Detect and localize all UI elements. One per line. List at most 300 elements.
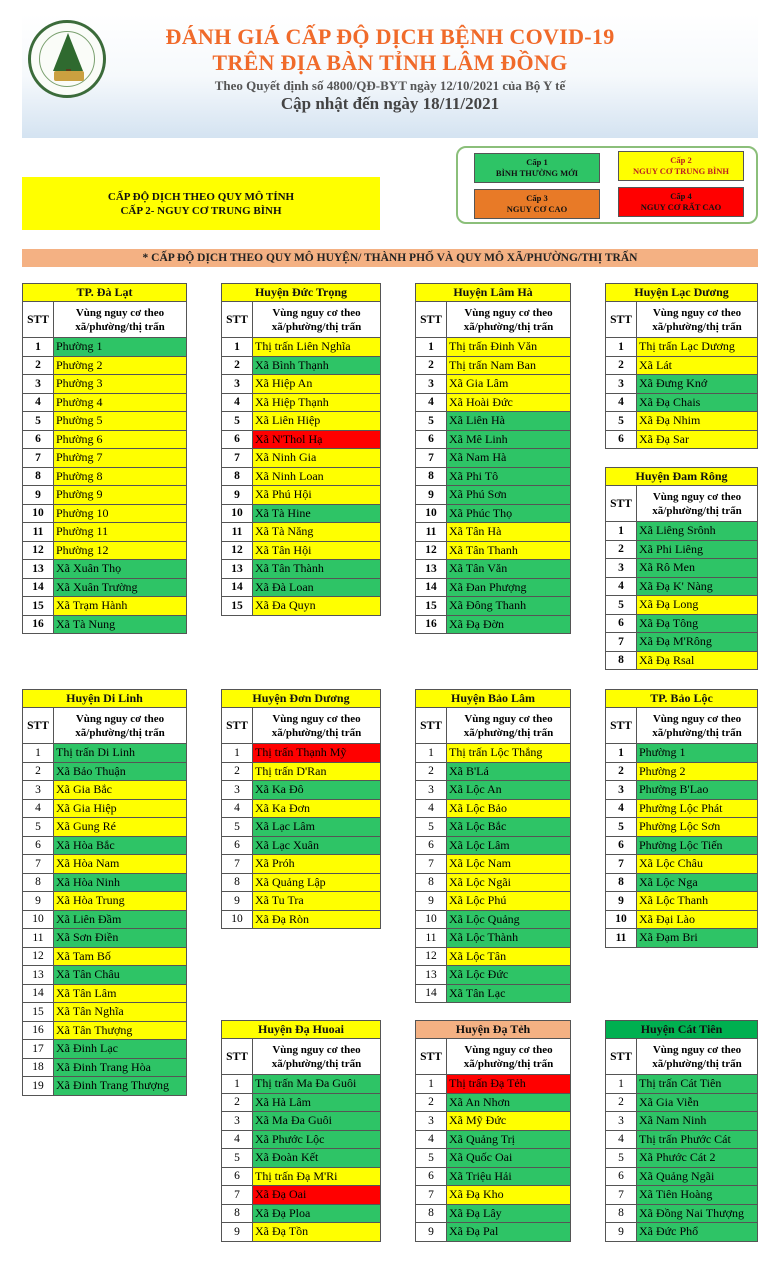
- commune-name: Xã Đức Phổ: [637, 1223, 758, 1242]
- commune-name: Phường 12: [54, 541, 187, 560]
- row-number: 4: [606, 799, 637, 818]
- row-number: 3: [416, 375, 447, 394]
- commune-name: Xã Phi Liêng: [637, 540, 758, 559]
- row-number: 12: [416, 947, 447, 966]
- row-number: 11: [222, 523, 253, 542]
- row-number: 7: [416, 449, 447, 468]
- row-number: 6: [23, 836, 54, 855]
- commune-name: Xã Lộc Ngãi: [447, 873, 571, 892]
- commune-name: Xã Hoài Đức: [447, 393, 571, 412]
- row-number: 6: [416, 1167, 447, 1186]
- table-row: [416, 375, 571, 394]
- column-header-stt: STT: [606, 1039, 637, 1075]
- commune-name: Xã Próh: [253, 855, 381, 874]
- row-number: 6: [222, 430, 253, 449]
- table-row: [606, 910, 758, 929]
- commune-name: Xã Tân Thượng: [54, 1021, 187, 1040]
- commune-name: Xã Phước Cát 2: [637, 1149, 758, 1168]
- table-row: [416, 356, 571, 375]
- commune-name: Phường 1: [54, 338, 187, 357]
- row-number: 2: [222, 1093, 253, 1112]
- district-name: Huyện Cát Tiên: [606, 1021, 758, 1039]
- row-number: 5: [23, 412, 54, 431]
- row-number: 1: [606, 1075, 637, 1094]
- row-number: 16: [416, 615, 447, 634]
- table-row: [416, 966, 571, 985]
- row-number: 9: [606, 892, 637, 911]
- row-number: 4: [23, 393, 54, 412]
- table-row: [416, 984, 571, 1003]
- commune-name: Xã Tân Nghĩa: [54, 1003, 187, 1022]
- table-row: [606, 836, 758, 855]
- row-number: 6: [606, 614, 637, 633]
- row-number: 6: [606, 430, 637, 449]
- commune-name: Xã Liên Hà: [447, 412, 571, 431]
- table-row: [416, 1075, 571, 1094]
- table-row: [222, 892, 381, 911]
- commune-name: Xã Quảng Ngãi: [637, 1167, 758, 1186]
- table-row: [23, 1077, 187, 1096]
- commune-name: Xã Tân Văn: [447, 560, 571, 579]
- commune-name: Xã Đồng Nai Thượng: [637, 1204, 758, 1223]
- table-row: [416, 744, 571, 763]
- legend-level-3: Cấp 3 NGUY CƠ CAO: [474, 189, 600, 219]
- table-row: [606, 799, 758, 818]
- row-number: 1: [222, 744, 253, 763]
- commune-name: Xã Xuân Trường: [54, 578, 187, 597]
- commune-name: Phường Lộc Phát: [637, 799, 758, 818]
- table-row: [606, 855, 758, 874]
- table-row: [23, 338, 187, 357]
- row-number: 11: [606, 929, 637, 948]
- table-row: [23, 615, 187, 634]
- commune-name: Phường 8: [54, 467, 187, 486]
- row-number: 8: [23, 467, 54, 486]
- row-number: 4: [416, 393, 447, 412]
- commune-name: Phường 9: [54, 486, 187, 505]
- commune-name: Xã Phúc Thọ: [447, 504, 571, 523]
- row-number: 9: [222, 486, 253, 505]
- commune-name: Xã Đoàn Kết: [253, 1149, 381, 1168]
- district-name: Huyện Đạ Tẻh: [416, 1021, 571, 1039]
- commune-name: Thị trấn Đinh Văn: [447, 338, 571, 357]
- commune-name: Xã Gung Ré: [54, 818, 187, 837]
- commune-name: Xã Hòa Nam: [54, 855, 187, 874]
- table-row: [606, 633, 758, 652]
- commune-name: Xã Đạ Rsal: [637, 651, 758, 670]
- table-row: [416, 1093, 571, 1112]
- table-row: [23, 375, 187, 394]
- table-row: [416, 615, 571, 634]
- row-number: 5: [606, 412, 637, 431]
- table-row: [222, 1186, 381, 1205]
- column-header-area: Vùng nguy cơ theo xã/phường/thị trấn: [637, 1039, 758, 1075]
- table-row: [416, 1186, 571, 1205]
- row-number: 1: [606, 744, 637, 763]
- row-number: 5: [606, 596, 637, 615]
- row-number: 3: [606, 781, 637, 800]
- commune-name: Xã Tân Hội: [253, 541, 381, 560]
- table-row: [606, 1130, 758, 1149]
- column-header-area: Vùng nguy cơ theo xã/phường/thị trấn: [637, 708, 758, 744]
- row-number: 1: [606, 338, 637, 357]
- table-row: [416, 799, 571, 818]
- table-row: [606, 522, 758, 541]
- commune-name: Xã Lộc Nam: [447, 855, 571, 874]
- table-row: [606, 1149, 758, 1168]
- table-row: [416, 1112, 571, 1131]
- table-row: [222, 799, 381, 818]
- row-number: 10: [416, 910, 447, 929]
- table-row: [23, 799, 187, 818]
- row-number: 5: [222, 1149, 253, 1168]
- table-row: [222, 560, 381, 579]
- district-table: [415, 689, 571, 1003]
- row-number: 4: [416, 1130, 447, 1149]
- table-row: [606, 430, 758, 449]
- row-number: 5: [222, 412, 253, 431]
- table-row: [23, 523, 187, 542]
- table-row: [23, 762, 187, 781]
- commune-name: Xã Ninh Gia: [253, 449, 381, 468]
- row-number: 5: [222, 818, 253, 837]
- row-number: 12: [222, 541, 253, 560]
- row-number: 8: [606, 873, 637, 892]
- table-row: [416, 1149, 571, 1168]
- row-number: 7: [222, 449, 253, 468]
- commune-name: Xã Hiệp Thạnh: [253, 393, 381, 412]
- row-number: 4: [222, 1130, 253, 1149]
- column-header-area: Vùng nguy cơ theo xã/phường/thị trấn: [637, 486, 758, 522]
- commune-name: Phường B'Lao: [637, 781, 758, 800]
- commune-name: Xã Gia Lâm: [447, 375, 571, 394]
- row-number: 7: [222, 1186, 253, 1205]
- row-number: 3: [416, 1112, 447, 1131]
- commune-name: Xã Đạ Tông: [637, 614, 758, 633]
- table-row: [416, 1223, 571, 1242]
- commune-name: Xã Lộc Phú: [447, 892, 571, 911]
- row-number: 15: [23, 1003, 54, 1022]
- table-row: [416, 1204, 571, 1223]
- row-number: 8: [606, 1204, 637, 1223]
- table-row: [606, 393, 758, 412]
- row-number: 7: [416, 1186, 447, 1205]
- row-number: 13: [23, 560, 54, 579]
- table-row: [222, 1204, 381, 1223]
- table-row: [23, 1021, 187, 1040]
- table-row: [23, 560, 187, 579]
- table-row: [23, 836, 187, 855]
- row-number: 12: [416, 541, 447, 560]
- row-number: 2: [606, 540, 637, 559]
- table-row: [23, 578, 187, 597]
- commune-name: Xã Nam Hà: [447, 449, 571, 468]
- district-name: Huyện Lạc Dương: [606, 284, 758, 302]
- row-number: 8: [606, 651, 637, 670]
- row-number: 4: [606, 577, 637, 596]
- column-header-area: Vùng nguy cơ theo xã/phường/thị trấn: [447, 1039, 571, 1075]
- row-number: 5: [606, 1149, 637, 1168]
- table-row: [222, 781, 381, 800]
- row-number: 11: [23, 929, 54, 948]
- table-row: [416, 597, 571, 616]
- table-row: [606, 338, 758, 357]
- table-row: [23, 504, 187, 523]
- row-number: 3: [23, 375, 54, 394]
- row-number: 2: [416, 762, 447, 781]
- commune-name: Xã An Nhơn: [447, 1093, 571, 1112]
- commune-name: Xã Đà Loan: [253, 578, 381, 597]
- table-row: [416, 818, 571, 837]
- table-row: [606, 762, 758, 781]
- commune-name: Xã Đạ Ròn: [253, 910, 381, 929]
- decision-subtitle: Theo Quyết định số 4800/QĐ-BYT ngày 12/10/2021 của Bộ Y tế: [214, 78, 566, 93]
- row-number: 2: [23, 762, 54, 781]
- commune-name: Xã N'Thol Hạ: [253, 430, 381, 449]
- column-header-stt: STT: [606, 302, 637, 338]
- table-row: [222, 1112, 381, 1131]
- commune-name: Xã Gia Hiệp: [54, 799, 187, 818]
- commune-name: Thị trấn Thạnh Mỹ: [253, 744, 381, 763]
- commune-name: Thị trấn Đạ M'Ri: [253, 1167, 381, 1186]
- commune-name: Xã Đạ Sar: [637, 430, 758, 449]
- column-header-area: Vùng nguy cơ theo xã/phường/thị trấn: [253, 708, 381, 744]
- district-name: TP. Bảo Lộc: [606, 690, 758, 708]
- table-row: [222, 873, 381, 892]
- table-row: [222, 836, 381, 855]
- commune-name: Xã Tà Năng: [253, 523, 381, 542]
- table-row: [416, 430, 571, 449]
- commune-name: Xã Lát: [637, 356, 758, 375]
- commune-name: Xã Đạ Chais: [637, 393, 758, 412]
- district-name: Huyện Đạ Huoai: [222, 1021, 381, 1039]
- commune-name: Xã Tu Tra: [253, 892, 381, 911]
- table-row: [23, 892, 187, 911]
- table-row: [222, 338, 381, 357]
- commune-name: Xã Nam Ninh: [637, 1112, 758, 1131]
- row-number: 1: [416, 744, 447, 763]
- commune-name: Thị trấn Đạ Tẻh: [447, 1075, 571, 1094]
- commune-name: Xã Đưng Knớ: [637, 375, 758, 394]
- row-number: 3: [606, 375, 637, 394]
- commune-name: Xã Lộc Thanh: [637, 892, 758, 911]
- table-row: [222, 430, 381, 449]
- table-row: [606, 356, 758, 375]
- row-number: 12: [23, 541, 54, 560]
- table-row: [222, 523, 381, 542]
- column-header-stt: STT: [222, 1039, 253, 1075]
- row-number: 6: [416, 836, 447, 855]
- row-number: 10: [416, 504, 447, 523]
- row-number: 19: [23, 1077, 54, 1096]
- table-row: [23, 781, 187, 800]
- table-row: [222, 449, 381, 468]
- row-number: 7: [23, 855, 54, 874]
- table-row: [606, 744, 758, 763]
- table-row: [416, 929, 571, 948]
- commune-name: Thị trấn Phước Cát: [637, 1130, 758, 1149]
- commune-name: Xã Hà Lâm: [253, 1093, 381, 1112]
- commune-name: Xã Đạm Bri: [637, 929, 758, 948]
- commune-name: Thị trấn Lộc Thắng: [447, 744, 571, 763]
- table-row: [416, 523, 571, 542]
- commune-name: Phường 3: [54, 375, 187, 394]
- commune-name: Xã Tân Lạc: [447, 984, 571, 1003]
- table-row: [416, 338, 571, 357]
- table-row: [23, 910, 187, 929]
- table-row: [23, 744, 187, 763]
- district-table: [22, 283, 187, 634]
- district-table: [415, 1020, 571, 1242]
- page-title-line1: ĐÁNH GIÁ CẤP ĐỘ DỊCH BỆNH COVID-19: [165, 24, 615, 49]
- table-row: [23, 467, 187, 486]
- table-row: [416, 393, 571, 412]
- district-name: TP. Đà Lạt: [23, 284, 187, 302]
- row-number: 5: [416, 818, 447, 837]
- table-row: [222, 1130, 381, 1149]
- commune-name: Xã Đạ Nhim: [637, 412, 758, 431]
- table-row: [222, 486, 381, 505]
- row-number: 3: [222, 1112, 253, 1131]
- commune-name: Xã Đạ Oai: [253, 1186, 381, 1205]
- commune-name: Xã Lạc Xuân: [253, 836, 381, 855]
- table-row: [23, 449, 187, 468]
- commune-name: Xã Trạm Hành: [54, 597, 187, 616]
- commune-name: Thị trấn Cát Tiên: [637, 1075, 758, 1094]
- commune-name: Xã Đạ Pal: [447, 1223, 571, 1242]
- row-number: 2: [606, 1093, 637, 1112]
- commune-name: Xã Tân Lâm: [54, 984, 187, 1003]
- district-table: [605, 1020, 758, 1242]
- row-number: 6: [222, 1167, 253, 1186]
- table-row: [606, 596, 758, 615]
- table-row: [23, 929, 187, 948]
- table-row: [222, 504, 381, 523]
- row-number: 10: [222, 504, 253, 523]
- legend-level-2: Cấp 2 NGUY CƠ TRUNG BÌNH: [618, 151, 744, 181]
- commune-name: Xã Quảng Lập: [253, 873, 381, 892]
- commune-name: Xã Phước Lộc: [253, 1130, 381, 1149]
- district-name: Huyện Di Linh: [23, 690, 187, 708]
- commune-name: Xã Tân Châu: [54, 966, 187, 985]
- table-row: [222, 910, 381, 929]
- column-header-area: Vùng nguy cơ theo xã/phường/thị trấn: [447, 708, 571, 744]
- table-row: [606, 873, 758, 892]
- commune-name: Xã Mỹ Đức: [447, 1112, 571, 1131]
- table-row: [222, 356, 381, 375]
- commune-name: Xã Lộc Bắc: [447, 818, 571, 837]
- row-number: 18: [23, 1058, 54, 1077]
- row-number: 5: [606, 818, 637, 837]
- row-number: 10: [606, 910, 637, 929]
- district-table: [221, 283, 381, 616]
- row-number: 8: [416, 467, 447, 486]
- row-number: 3: [416, 781, 447, 800]
- column-header-area: Vùng nguy cơ theo xã/phường/thị trấn: [54, 302, 187, 338]
- row-number: 10: [23, 504, 54, 523]
- row-number: 15: [23, 597, 54, 616]
- row-number: 7: [222, 855, 253, 874]
- commune-name: Xã Lộc Đức: [447, 966, 571, 985]
- row-number: 14: [222, 578, 253, 597]
- row-number: 1: [416, 1075, 447, 1094]
- row-number: 2: [23, 356, 54, 375]
- row-number: 7: [606, 633, 637, 652]
- commune-name: Xã Tà Hine: [253, 504, 381, 523]
- commune-name: Xã Triệu Hải: [447, 1167, 571, 1186]
- commune-name: Xã Quốc Oai: [447, 1149, 571, 1168]
- table-row: [222, 855, 381, 874]
- table-row: [606, 1167, 758, 1186]
- row-number: 12: [23, 947, 54, 966]
- table-row: [222, 541, 381, 560]
- column-header-area: Vùng nguy cơ theo xã/phường/thị trấn: [637, 302, 758, 338]
- district-table: [22, 689, 187, 1096]
- commune-name: Xã Tam Bố: [54, 947, 187, 966]
- commune-name: Thị trấn Ma Đa Guôi: [253, 1075, 381, 1094]
- table-row: [606, 375, 758, 394]
- commune-name: Xã Đạ Đờn: [447, 615, 571, 634]
- district-table: [605, 689, 758, 948]
- commune-name: Xã Sơn Điền: [54, 929, 187, 948]
- commune-name: Xã Bảo Thuận: [54, 762, 187, 781]
- table-row: [606, 1093, 758, 1112]
- row-number: 11: [23, 523, 54, 542]
- commune-name: Xã Đại Lào: [637, 910, 758, 929]
- commune-name: Xã Gia Bắc: [54, 781, 187, 800]
- column-header-area: Vùng nguy cơ theo xã/phường/thị trấn: [253, 1039, 381, 1075]
- commune-name: Xã Lộc Quảng: [447, 910, 571, 929]
- commune-name: Phường 1: [637, 744, 758, 763]
- commune-name: Xã Quảng Trị: [447, 1130, 571, 1149]
- table-row: [416, 504, 571, 523]
- commune-name: Xã Lộc Thành: [447, 929, 571, 948]
- row-number: 7: [606, 855, 637, 874]
- table-row: [606, 540, 758, 559]
- table-row: [416, 486, 571, 505]
- commune-name: Thị trấn Nam Ban: [447, 356, 571, 375]
- table-row: [416, 467, 571, 486]
- table-row: [416, 947, 571, 966]
- table-row: [416, 1167, 571, 1186]
- row-number: 8: [23, 873, 54, 892]
- commune-name: Xã Xuân Thọ: [54, 560, 187, 579]
- column-header-stt: STT: [606, 486, 637, 522]
- row-number: 6: [606, 1167, 637, 1186]
- table-row: [23, 855, 187, 874]
- commune-name: Xã Hòa Trung: [54, 892, 187, 911]
- column-header-stt: STT: [23, 302, 54, 338]
- table-row: [606, 1112, 758, 1131]
- column-header-area: Vùng nguy cơ theo xã/phường/thị trấn: [447, 302, 571, 338]
- commune-name: Xã B'Lá: [447, 762, 571, 781]
- commune-name: Xã Lộc Tân: [447, 947, 571, 966]
- commune-name: Xã Đạ Ploa: [253, 1204, 381, 1223]
- table-row: [416, 541, 571, 560]
- commune-name: Phường 5: [54, 412, 187, 431]
- table-row: [23, 486, 187, 505]
- row-number: 13: [416, 966, 447, 985]
- update-date: Cập nhật đến ngày 18/11/2021: [280, 94, 500, 113]
- row-number: 4: [222, 393, 253, 412]
- district-table: [605, 467, 758, 670]
- row-number: 2: [416, 356, 447, 375]
- table-row: [23, 541, 187, 560]
- table-row: [222, 597, 381, 616]
- table-row: [23, 597, 187, 616]
- row-number: 9: [23, 486, 54, 505]
- row-number: 11: [416, 523, 447, 542]
